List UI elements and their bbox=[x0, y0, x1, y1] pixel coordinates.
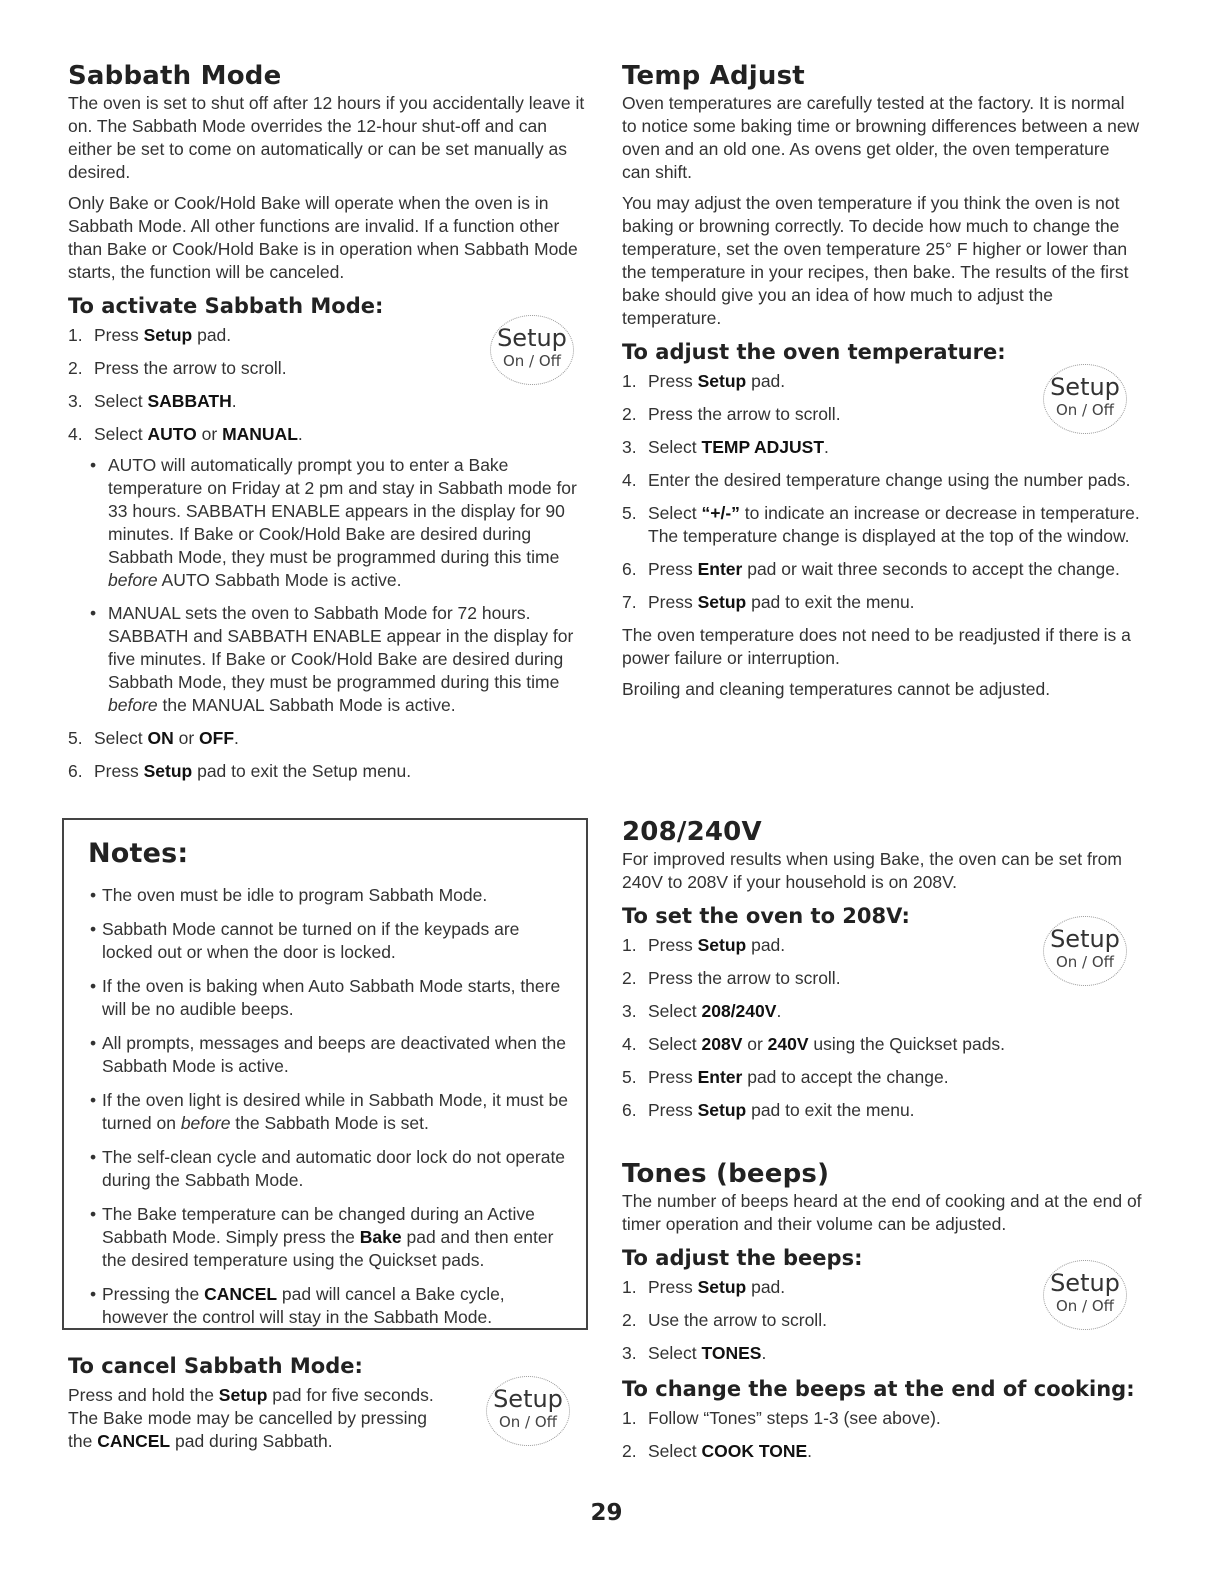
list-item: 4. Enter the desired temperature change using the number pads. bbox=[622, 470, 1131, 490]
temp-broil-note: Broiling and cleaning temperatures cannot be adjusted. bbox=[622, 679, 1051, 699]
set-208v-heading: To set the oven to 208V: bbox=[622, 904, 910, 928]
left-column bbox=[68, 60, 588, 793]
temp-intro: Oven temperatures are carefully tested at the factory. It is normal to notice some baking time or browning differences between a new oven and an old one. As ovens get older, the oven temperature can shift. bbox=[622, 93, 1140, 182]
auto-manual-bullets bbox=[88, 454, 588, 717]
list-item: 1. Press Setup pad. bbox=[622, 935, 786, 955]
voltage-intro: For improved results when using Bake, the oven can be set from 240V to 208V if your household is on 208V. bbox=[622, 849, 1122, 892]
list-item: 5. Select ON or OFF. bbox=[68, 728, 239, 748]
cancel-line-2: The Bake mode may be cancelled by pressing bbox=[68, 1408, 427, 1428]
sabbath-intro: The oven is set to shut off after 12 hours if you accidentally leave it on. The Sabbath Mode overrides the 12-hour shut-off and can either be set to come on automatically or can be set manually as desired. bbox=[68, 93, 585, 182]
list-item: 1. Press Setup pad. bbox=[68, 325, 232, 345]
cook-tone-steps-list bbox=[622, 1407, 1142, 1463]
list-item: 4. Select 208V or 240V using the Quickset pads. bbox=[622, 1034, 1006, 1054]
activate-sabbath-heading: To activate Sabbath Mode: bbox=[68, 294, 384, 318]
notes-list bbox=[88, 884, 568, 1329]
list-item: • The Bake temperature can be changed during an Active Sabbath Mode. Simply press the Bake pad and then enter the desired temperature using the Quickset pads. bbox=[90, 1204, 554, 1270]
tones-intro: The number of beeps heard at the end of cooking and at the end of timer operation and their volume can be adjusted. bbox=[622, 1191, 1142, 1234]
page-number: 29 bbox=[590, 1500, 623, 1526]
list-item: 3. Select 208/240V. bbox=[622, 1001, 782, 1021]
notes-title: Notes: bbox=[88, 838, 189, 869]
list-item: 6. Press Setup pad to exit the Setup menu. bbox=[68, 761, 412, 781]
setup-on-off-pad-icon: Setup On / Off bbox=[1043, 916, 1127, 986]
activate-steps-list-continued bbox=[68, 727, 588, 783]
list-item: • The self-clean cycle and automatic door lock do not operate during the Sabbath Mode. bbox=[90, 1147, 566, 1190]
list-item: 7. Press Setup pad to exit the menu. bbox=[622, 592, 915, 612]
list-item: 6. Press Setup pad to exit the menu. bbox=[622, 1100, 915, 1120]
list-item: • The oven must be idle to program Sabbath Mode. bbox=[90, 885, 488, 905]
notes-box bbox=[62, 818, 588, 1330]
list-item: • AUTO will automatically prompt you to enter a Bake temperature on Friday at 2 pm and stay in Sabbath mode for 33 hours. SABBATH ENABLE appears in the display for 90 minutes. If Bake or Cook/Hold Bake are desired during Sabbath Mode, they must be programmed during this time before AUTO Sabbath Mode is active. bbox=[90, 455, 577, 590]
list-item: 1. Press Setup pad. bbox=[622, 1277, 786, 1297]
cancel-sabbath-heading: To cancel Sabbath Mode: bbox=[68, 1354, 363, 1378]
list-item: 1. Press Setup pad. bbox=[622, 371, 786, 391]
setup-on-off-pad-icon: Setup On / Off bbox=[1043, 364, 1127, 434]
setup-on-off-pad-icon: Setup On / Off bbox=[1043, 1260, 1127, 1330]
list-item: • Pressing the CANCEL pad will cancel a Bake cycle, however the control will stay in the Sabbath Mode. bbox=[90, 1284, 505, 1327]
list-item: 2. Press the arrow to scroll. bbox=[68, 358, 287, 378]
list-item: • MANUAL sets the oven to Sabbath Mode for 72 hours. SABBATH and SABBATH ENABLE appear in the display for five minutes. If Bake or Cook/Hold Bake are desired during Sabbath Mode, they must be programmed during this time before the MANUAL Sabbath Mode is active. bbox=[90, 603, 574, 715]
list-item: 2. Press the arrow to scroll. bbox=[622, 968, 841, 988]
temp-power-failure-note: The oven temperature does not need to be readjusted if there is a power failure or interruption. bbox=[622, 625, 1131, 668]
adjust-oven-temp-heading: To adjust the oven temperature: bbox=[622, 340, 1006, 364]
change-beeps-heading: To change the beeps at the end of cooking: bbox=[622, 1377, 1135, 1401]
list-item: • All prompts, messages and beeps are deactivated when the Sabbath Mode is active. bbox=[90, 1033, 567, 1076]
sabbath-functions-paragraph: Only Bake or Cook/Hold Bake will operate when the oven is in Sabbath Mode. All other functions are invalid. If a function other than Bake or Cook/Hold Bake is in operation when Sabbath Mode starts, the function will be canceled. bbox=[68, 193, 578, 282]
list-item: • If the oven is baking when Auto Sabbath Mode starts, there will be no audible beeps. bbox=[90, 976, 561, 1019]
temp-adjust-paragraph: You may adjust the oven temperature if you think the oven is not baking or browning correctly. To decide how much to change the temperature, set the oven temperature 25° F higher or lower than the temperature in your recipes, then bake. The results of the first bake should give you an idea of how much to adjust the temperature. bbox=[622, 193, 1129, 328]
setup-on-off-pad-icon: Setup On / Off bbox=[490, 315, 574, 385]
setup-on-off-pad-icon: Setup On / Off bbox=[486, 1376, 570, 1446]
sabbath-mode-title: Sabbath Mode bbox=[68, 61, 282, 91]
list-item: 2. Select COOK TONE. bbox=[622, 1441, 813, 1461]
list-item: 6. Press Enter pad or wait three seconds to accept the change. bbox=[622, 559, 1120, 579]
adjust-beeps-heading: To adjust the beeps: bbox=[622, 1246, 863, 1270]
list-item: 3. Select TEMP ADJUST. bbox=[622, 437, 829, 457]
tones-title: Tones (beeps) bbox=[622, 1159, 830, 1189]
list-item: 2. Press the arrow to scroll. bbox=[622, 404, 841, 424]
list-item: 2. Use the arrow to scroll. bbox=[622, 1310, 827, 1330]
list-item: 1. Follow “Tones” steps 1-3 (see above). bbox=[622, 1408, 941, 1428]
list-item: 5. Select “+/-” to indicate an increase or decrease in temperature. The temperature change is displayed at the top of the window. bbox=[622, 503, 1140, 546]
list-item: 5. Press Enter pad to accept the change. bbox=[622, 1067, 949, 1087]
list-item: • If the oven light is desired while in Sabbath Mode, it must be turned on before the Sabbath Mode is set. bbox=[90, 1090, 568, 1133]
cancel-line-1: Press and hold the Setup pad for five seconds. bbox=[68, 1385, 434, 1405]
list-item: 4. Select AUTO or MANUAL. bbox=[68, 424, 303, 444]
list-item: • Sabbath Mode cannot be turned on if the keypads are locked out or when the door is locked. bbox=[90, 919, 520, 962]
temp-adjust-title: Temp Adjust bbox=[622, 61, 805, 91]
voltage-title: 208/240V bbox=[622, 817, 762, 847]
cancel-line-3: the CANCEL pad during Sabbath. bbox=[68, 1431, 333, 1451]
list-item: 3. Select TONES. bbox=[622, 1343, 767, 1363]
list-item: 3. Select SABBATH. bbox=[68, 391, 237, 411]
